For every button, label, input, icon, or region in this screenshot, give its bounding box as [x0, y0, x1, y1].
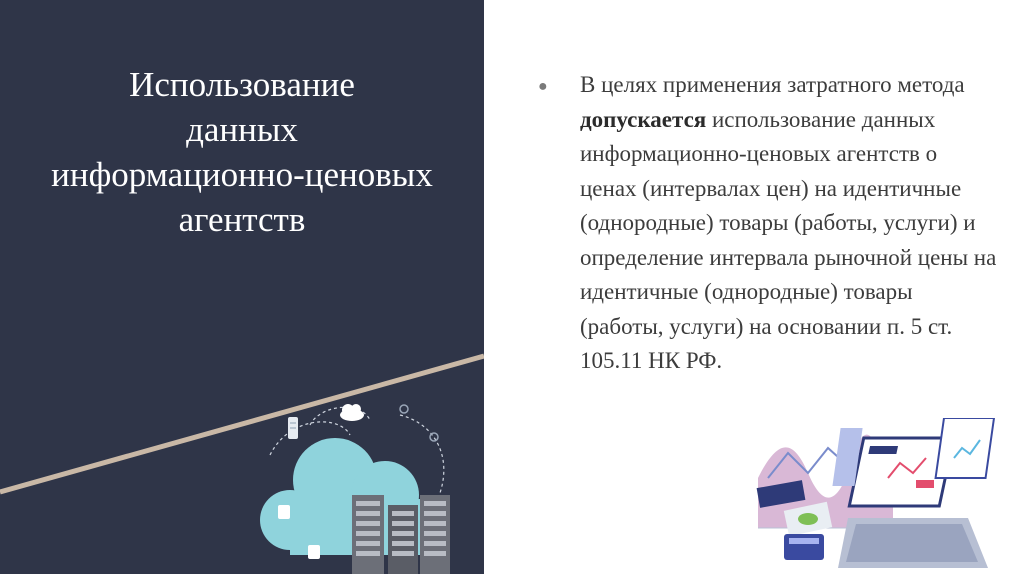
- title-panel: [0, 0, 484, 574]
- bullet-text-bold: допускается: [580, 106, 707, 132]
- title-line-3: информационно-ценовых: [51, 155, 433, 194]
- bullet-text: [580, 68, 998, 379]
- title-line-1: Использование: [129, 65, 355, 104]
- bullet-dot-icon: ●: [538, 78, 548, 95]
- bullet-text-before: В целях применения затратного метода: [580, 72, 965, 97]
- bullet-text-after: использование данных информационно-ценовых агентств о ценах (интервалах цен) на идентичные (однородные) товары (работы, услуги) и определение интервала рыночной цены на идентичные (однородные) товары (работы, услуги) на основании п. 5 ст. 105.11 НК РФ.: [580, 106, 997, 373]
- title-line-4: агентств: [178, 200, 306, 239]
- bullet-item: [538, 68, 998, 379]
- title-line-2: данных: [186, 110, 298, 149]
- cloud-server-illustration-icon: [250, 395, 470, 574]
- analytics-laptop-illustration-icon: [748, 418, 998, 574]
